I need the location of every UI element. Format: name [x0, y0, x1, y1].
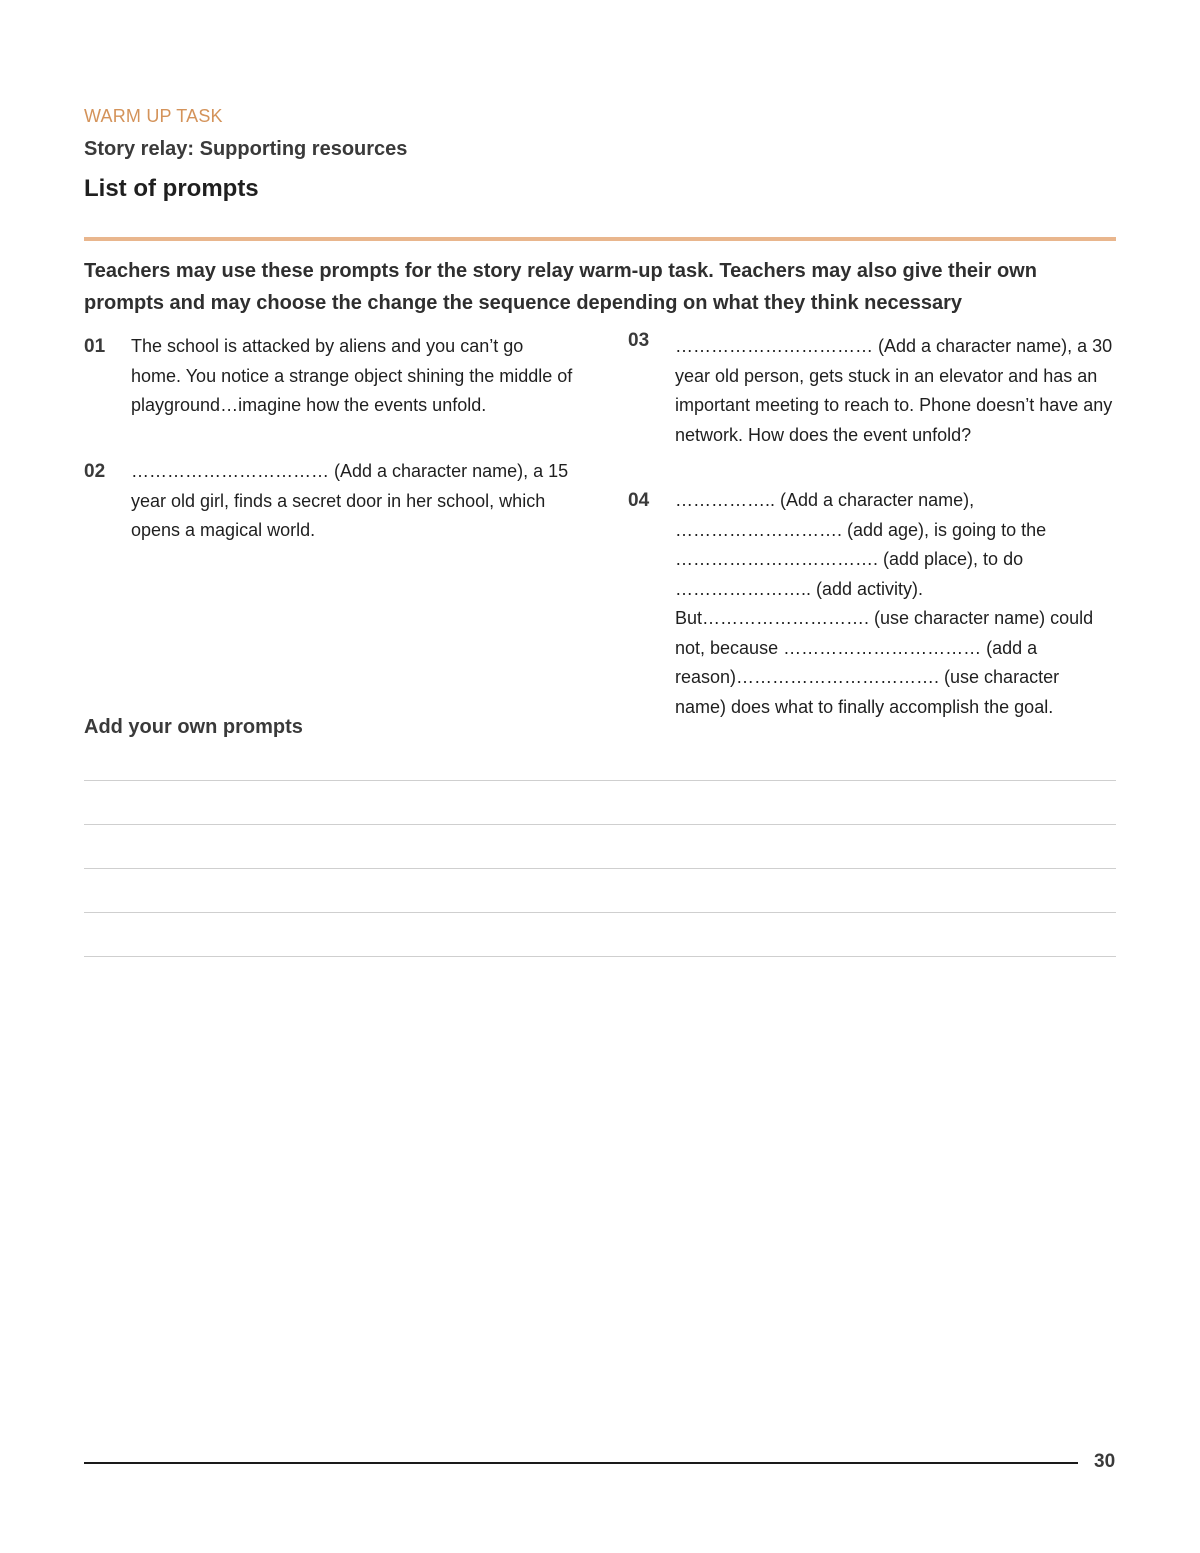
- own-prompts-heading: Add your own prompts: [84, 716, 303, 738]
- section-eyebrow: WARM UP TASK: [84, 106, 223, 126]
- page-number: 30: [1094, 1451, 1116, 1472]
- writing-line[interactable]: [84, 912, 1116, 913]
- prompt-item: [628, 486, 1118, 722]
- prompt-number: 02: [84, 461, 106, 482]
- page-subtitle: Story relay: Supporting resources: [84, 138, 408, 160]
- prompt-text: …………………………… (Add a character name), a 30 year old person, gets stuck in an elevator and has an important meeting to reach to. Phone doesn’t have any network. How does the event unfold?: [675, 336, 1113, 445]
- prompt-number: 01: [84, 336, 106, 357]
- footer-divider: [84, 1462, 1078, 1464]
- prompt-item: [628, 332, 1118, 450]
- page-title: List of prompts: [84, 175, 259, 202]
- prompt-item: [84, 457, 584, 546]
- writing-line[interactable]: [84, 868, 1116, 869]
- prompt-item: [84, 332, 584, 421]
- intro-paragraph: Teachers may use these prompts for the story relay warm-up task. Teachers may also give their own prompts and may choose the change the sequence depending on what they think necessary: [84, 260, 1037, 314]
- writing-line[interactable]: [84, 824, 1116, 825]
- accent-divider: [84, 237, 1116, 241]
- prompt-text: …………….. (Add a character name), ………………………. (add age), is going to the ……………………………. (add place), to do ………………….. (add activity). But………………………. (use character name) could not, because …………………………… (add a reason)……………………………. (use character name) does what to finally accomplish the goal.: [675, 490, 1094, 717]
- prompt-text: …………………………… (Add a character name), a 15 year old girl, finds a secret door in her school, which opens a magical world.: [131, 461, 569, 540]
- writing-line[interactable]: [84, 780, 1116, 781]
- prompt-number: 04: [628, 490, 650, 511]
- prompt-text: The school is attacked by aliens and you can’t go home. You notice a strange object shining the middle of playground…imagine how the events unfold.: [131, 336, 573, 415]
- prompt-number: 03: [628, 330, 650, 351]
- writing-line[interactable]: [84, 956, 1116, 957]
